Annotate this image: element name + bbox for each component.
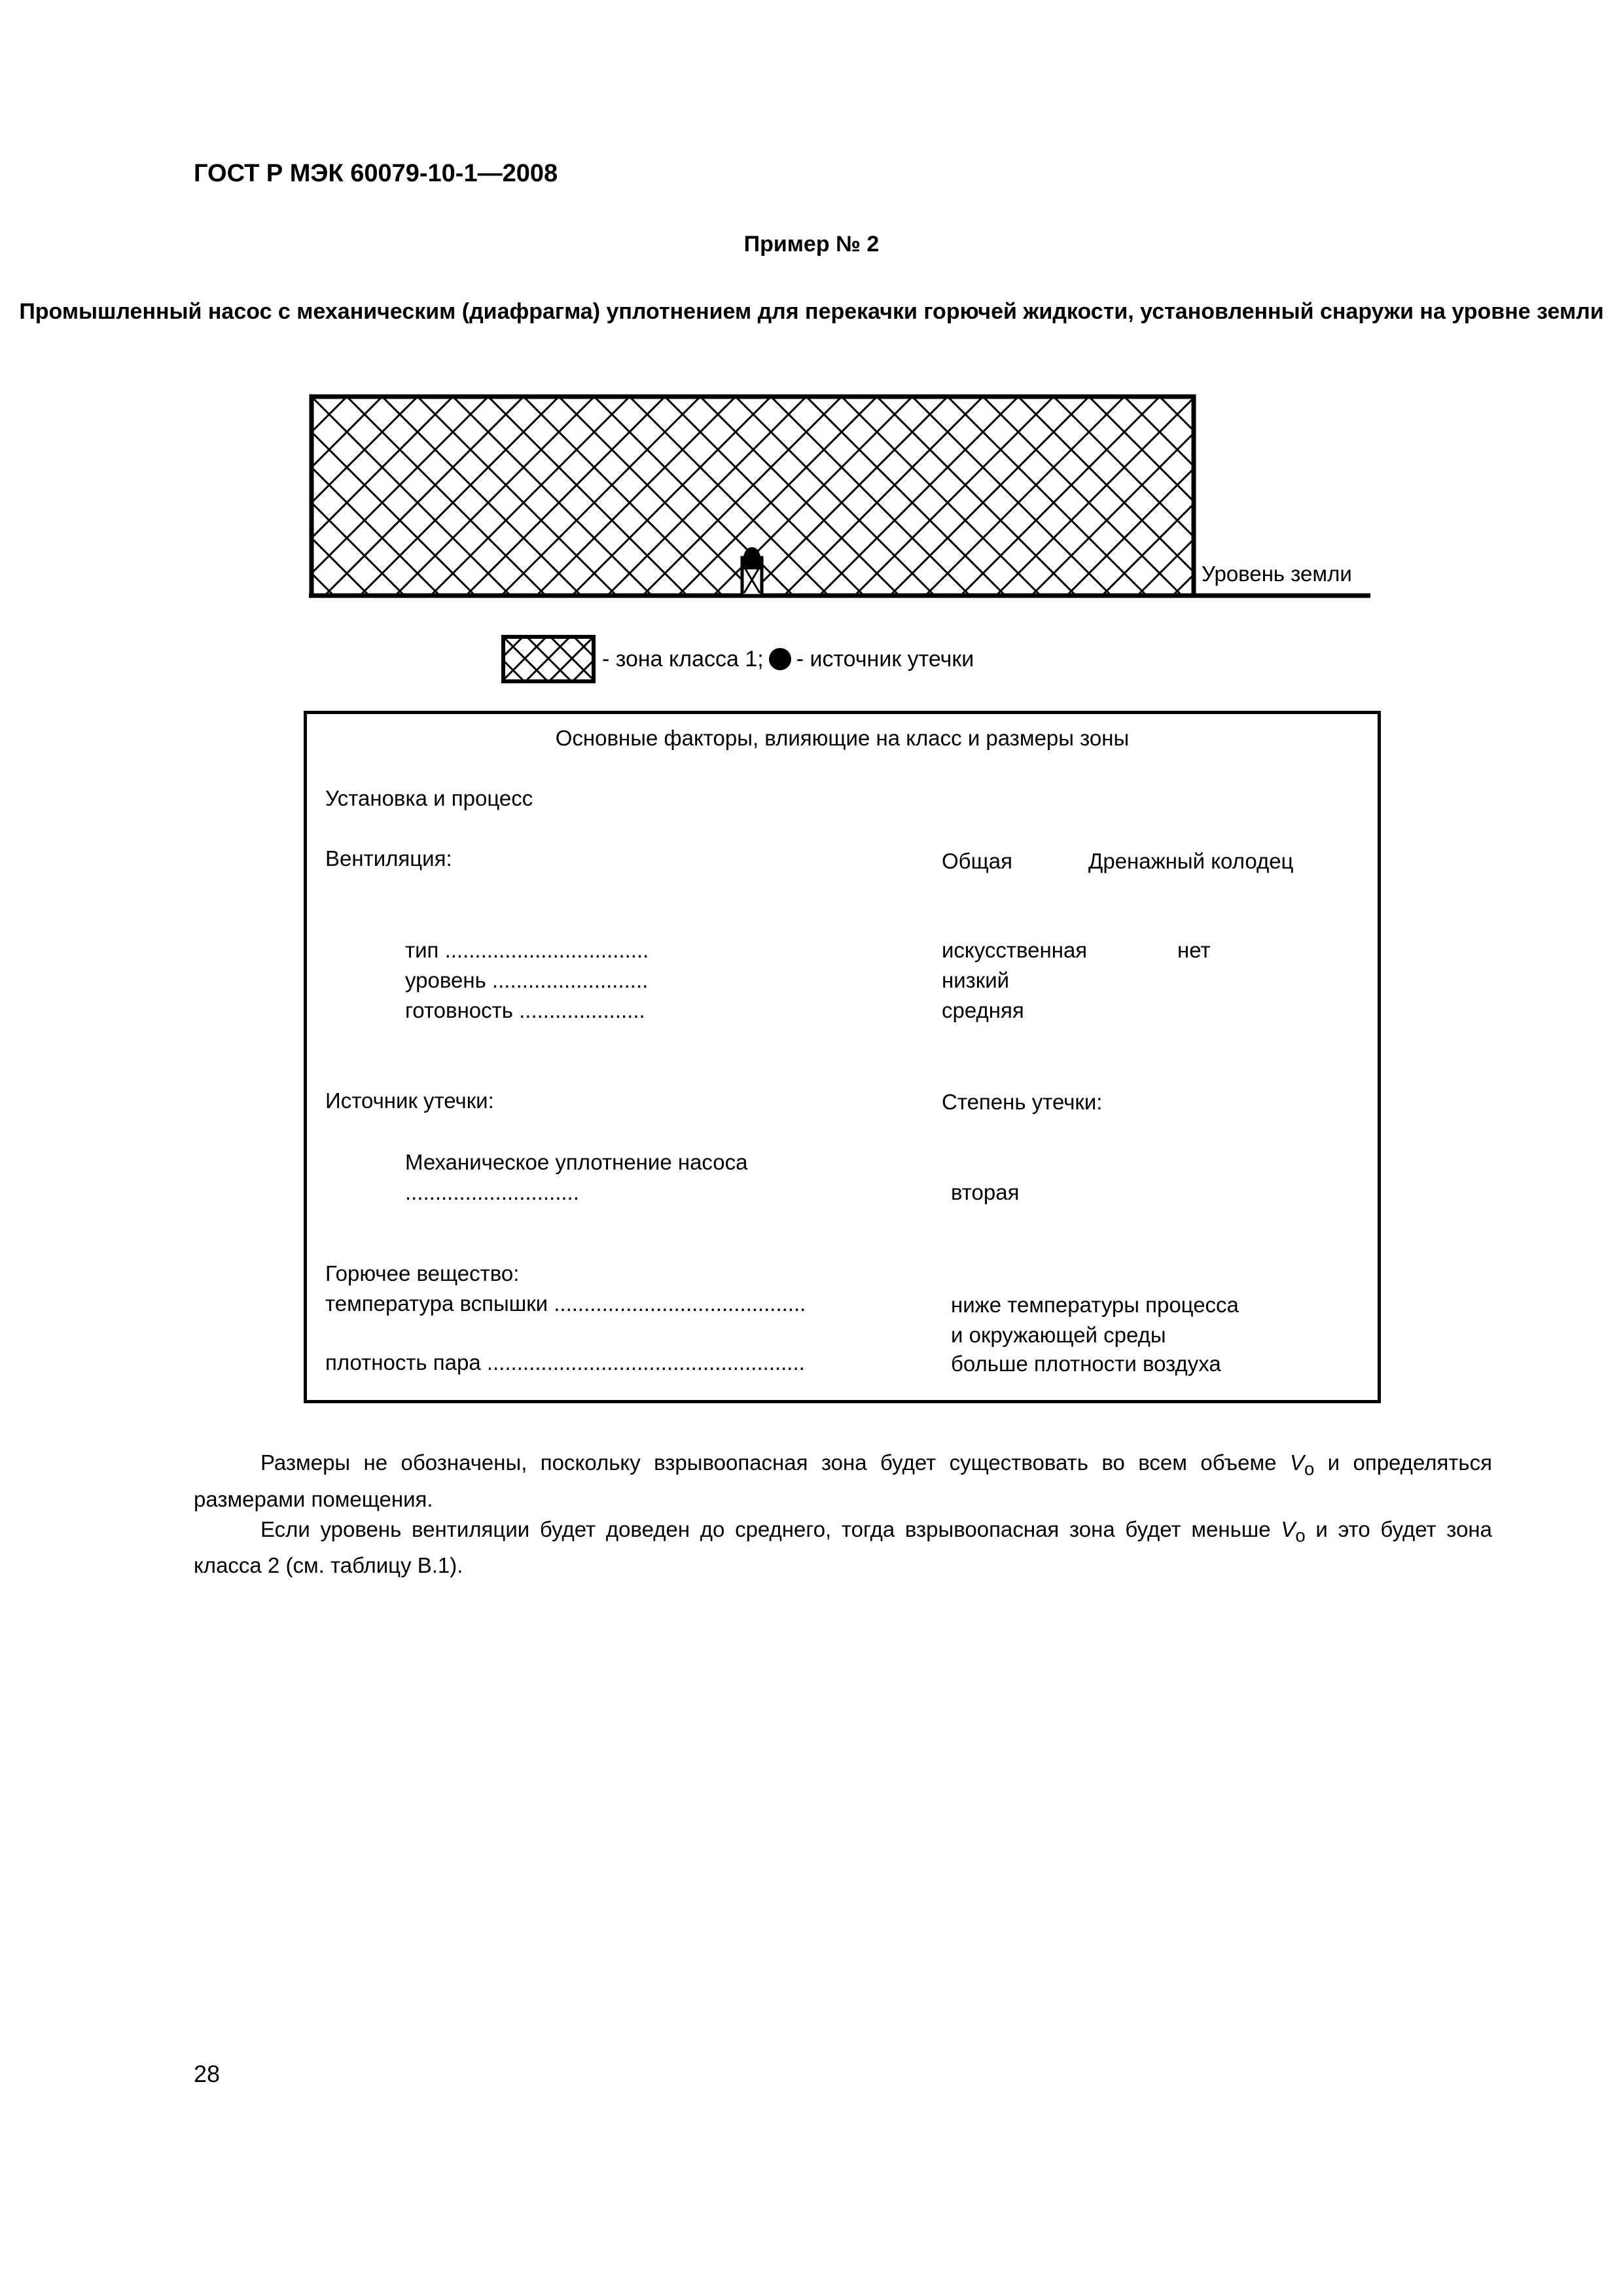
flash-point-value-1: ниже температуры процесса <box>951 1293 1239 1317</box>
figure-caption: Промышленный насос с механическим (диафрагма) уплотнением для перекачки горючей жидкости, установленный снаружи на уровне земли <box>19 299 1604 324</box>
substance-label: Горючее вещество: <box>325 1261 520 1285</box>
symbol-v-subscript: o <box>1304 1458 1315 1479</box>
source-label: Источник утечки: <box>325 1088 494 1113</box>
leak-source-dot <box>769 648 791 670</box>
body-text <box>194 1448 1492 1581</box>
ventilation-label: Вентиляция: <box>325 846 452 870</box>
source-dots: ............................. <box>405 1180 579 1204</box>
factors-table <box>304 711 1381 1403</box>
factors-title: Основные факторы, влияющие на класс и размеры зоны <box>555 726 1130 750</box>
legend <box>501 635 974 683</box>
paragraph-2: Если уровень вентиляции будет доведен до среднего, тогда взрывоопасная зона будет меньше $V_o$ и это будет зона класса 2 (см. таблицу В.1). <box>194 1516 1492 1578</box>
ground-level-label: Уровень земли <box>1202 562 1352 586</box>
symbol-v-subscript: o <box>1295 1525 1306 1546</box>
vapor-density-label: плотность пара ..................................................... <box>325 1350 805 1374</box>
flash-point-label: температура вспышки .......................................... <box>325 1291 806 1316</box>
grade-label: Степень утечки: <box>942 1090 1103 1114</box>
installation-label: Установка и процесс <box>325 786 533 810</box>
pump-icon <box>742 547 762 596</box>
legend-source-text: - источник утечки <box>796 646 974 672</box>
level-value: низкий <box>942 968 1010 992</box>
availability-value: средняя <box>942 998 1024 1022</box>
source-item: Механическое уплотнение насоса <box>405 1150 748 1174</box>
flash-point-value-2: и окружающей среды <box>951 1323 1166 1347</box>
legend-zone-text: - зона класса 1; <box>602 646 764 672</box>
type-label: тип .................................. <box>405 938 649 962</box>
symbol-v: V <box>1281 1516 1296 1541</box>
level-label: уровень .......................... <box>405 968 649 992</box>
column-drain: Дренажный колодец <box>1088 849 1294 873</box>
column-general: Общая <box>942 849 1012 873</box>
availability-label: готовность ..................... <box>405 998 645 1022</box>
example-title: Пример № 2 <box>743 232 880 257</box>
type-value: искусственная <box>942 938 1088 962</box>
document-id: ГОСТ Р МЭК 60079-10-1—2008 <box>194 160 558 187</box>
zone-diagram <box>0 0 1623 655</box>
symbol-v: V <box>1289 1450 1304 1475</box>
zone-1-swatch <box>501 635 596 683</box>
grade-value: вторая <box>951 1180 1020 1204</box>
type-drain-value: нет <box>1177 938 1211 962</box>
page-number: 28 <box>194 2060 221 2087</box>
vapor-density-value: больше плотности воздуха <box>951 1352 1221 1376</box>
paragraph-1: Размеры не обозначены, поскольку взрывоопасная зона будет существовать во всем объеме $V_o$ и определяться размерами помещения. <box>194 1450 1492 1511</box>
